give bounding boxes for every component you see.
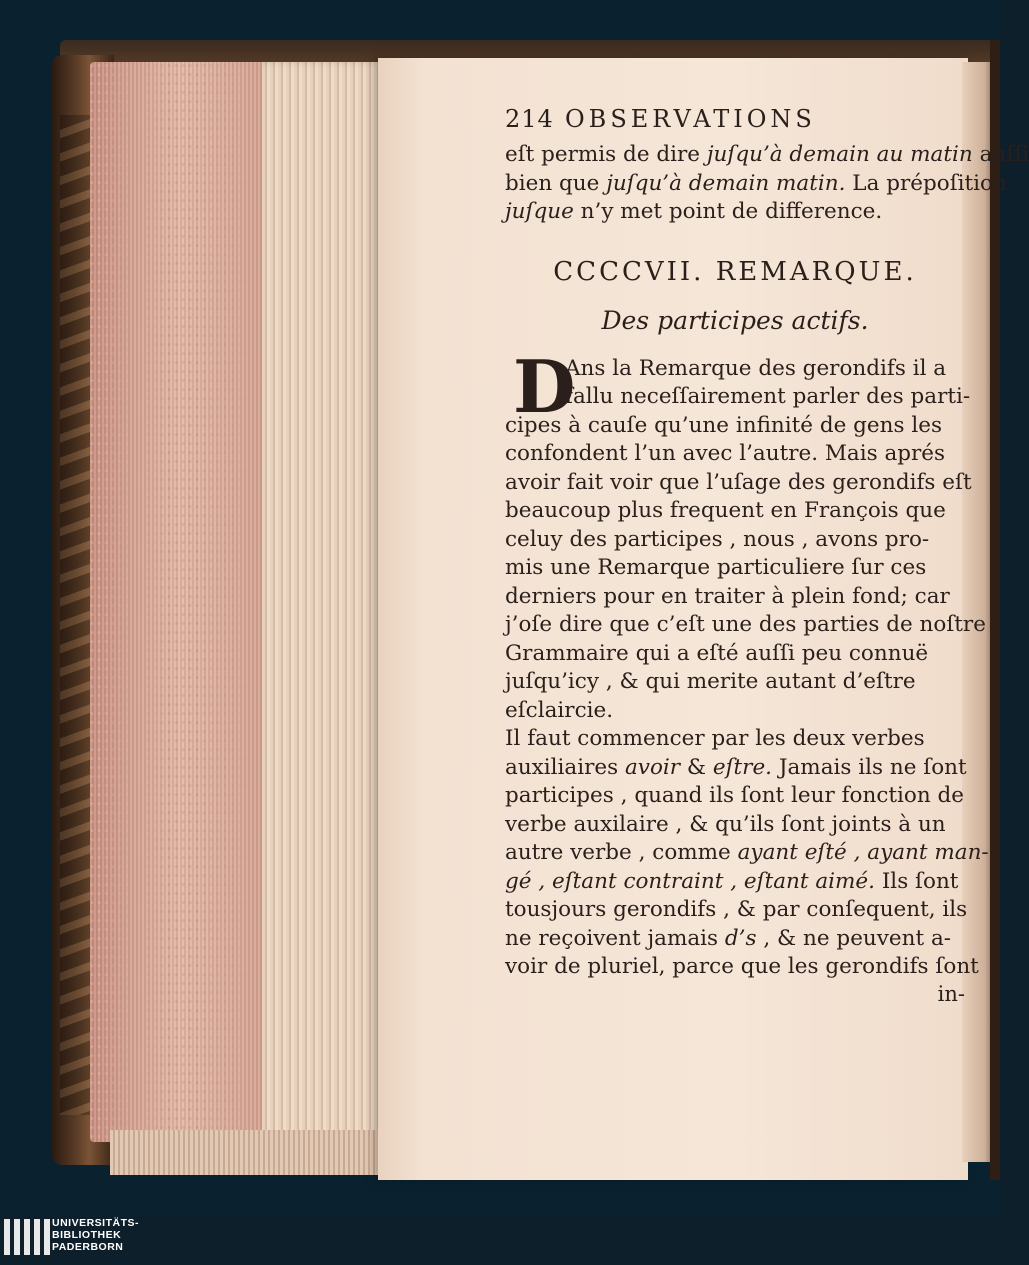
- text-line: voir de pluriel, parce que les gerondifs ſont: [505, 954, 979, 979]
- text-line: fallu neceſſairement parler des parti-: [565, 384, 971, 409]
- text-line: eſclaircie.: [505, 697, 614, 723]
- footer-bar: [0, 1215, 1000, 1265]
- text-line: participes , quand ils ſont leur fonction de: [505, 783, 965, 808]
- text-line: juſqu’icy , & qui merite autant d’eſtre: [505, 669, 916, 694]
- text-line: cipes à cauſe qu’une infinité de gens les: [505, 412, 942, 438]
- remark-heading: CCCCVII. REMARQUE.: [553, 256, 917, 287]
- page-number: 214: [505, 105, 554, 133]
- page-edges-sprinkled: [90, 62, 270, 1142]
- paragraph-1: [505, 343, 986, 726]
- book-cover-right: [990, 40, 1000, 1180]
- library-logo-icon: [4, 1219, 50, 1255]
- paragraph-2: [505, 725, 989, 982]
- text-line: Grammaire qui a eſté auſſi peu connuë: [505, 640, 929, 666]
- text-line: avoir fait voir que l’uſage des gerondifs eſt: [505, 469, 972, 495]
- text-line: ne reçoivent jamais d’s , & ne peuvent a-: [505, 925, 952, 951]
- text-line: verbe auxilaire , & qu’ils ſont joints à un: [505, 811, 946, 837]
- library-logo-text: UNIVERSITÄTS- BIBLIOTHEK PADERBORN: [52, 1217, 140, 1253]
- text-line: auxiliaires avoir & eſtre. Jamais ils ne ſont: [505, 754, 967, 780]
- page-edges-bottom: [110, 1130, 410, 1175]
- text-line: Il faut commencer par les deux verbes: [505, 726, 925, 751]
- running-head: [505, 105, 965, 141]
- text-line: derniers pour en traiter à plein fond; car: [505, 583, 950, 609]
- text-line: gé , eſtant contraint , eſtant aimé. Ils ſont: [505, 868, 959, 894]
- remark-subheading: Des participes actifs.: [601, 305, 869, 335]
- text-line: eſt permis de dire juſqu’à demain au matin auſſi: [505, 142, 1029, 167]
- text-line: Ans la Remarque des gerondifs il a: [565, 355, 947, 381]
- text-line: beaucoup plus frequent en François que: [505, 498, 946, 523]
- text-line: j’oſe dire que c’eſt une des parties de noſtre: [505, 612, 986, 637]
- text-line: confondent l’un avec l’autre. Mais aprés: [505, 441, 946, 466]
- text-line: tousjours gerondifs , & par conſequent, ils: [505, 897, 968, 922]
- text-line: juſque n’y met point de difference.: [505, 199, 883, 224]
- text-line: mis une Remarque particuliere ſur ces: [505, 555, 927, 580]
- page-text: [505, 105, 1029, 1006]
- drop-cap: D: [513, 343, 576, 429]
- text-line: bien que juſqu’à demain matin. La prépoſition: [505, 170, 1007, 196]
- continued-text: [505, 141, 1029, 227]
- catchword: in-: [937, 981, 965, 1006]
- text-line: autre verbe , comme ayant eſté , ayant man-: [505, 840, 989, 865]
- running-title: OBSERVATIONS: [565, 105, 816, 133]
- page-edges: [262, 62, 392, 1174]
- text-line: celuy des participes , nous , avons pro-: [505, 526, 930, 552]
